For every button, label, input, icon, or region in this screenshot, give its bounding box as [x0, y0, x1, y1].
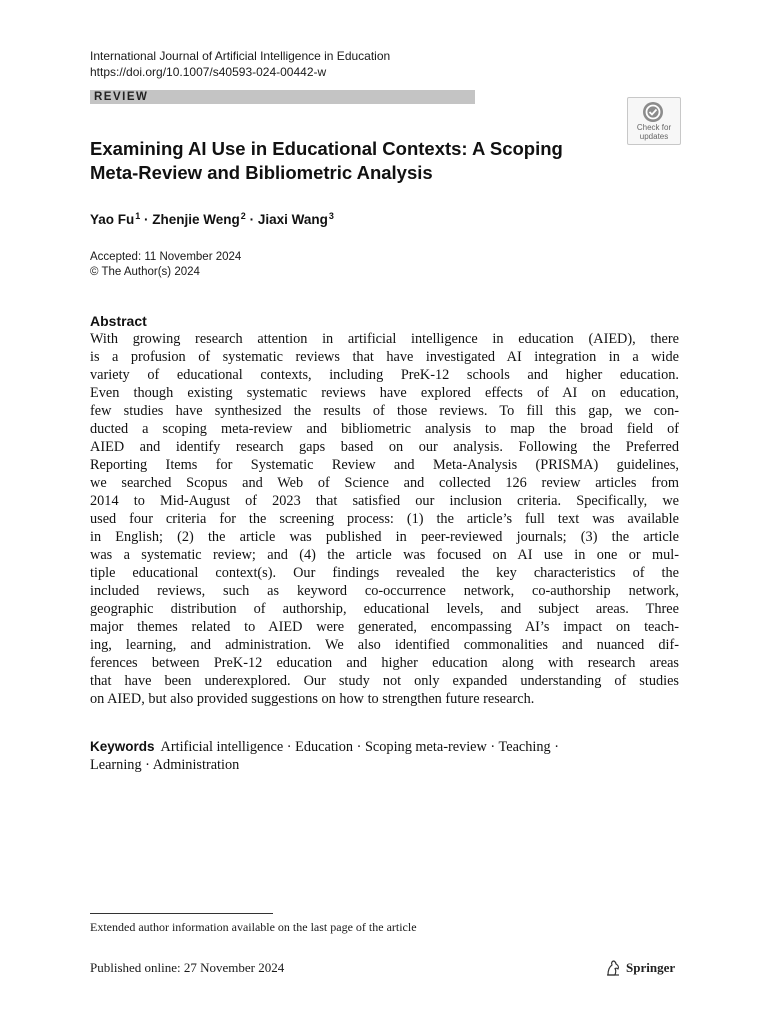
published-online: Published online: 27 November 2024	[90, 960, 285, 975]
abstract-line: 2014 to Mid-August of 2023 that satisfied our inclusion criteria. Specifically, we	[90, 493, 679, 509]
abstract-line: is a profusion of systematic reviews that have investigated AI integration in a wide	[90, 349, 679, 365]
springer-label: Springer	[626, 960, 676, 975]
accepted-date: Accepted: 11 November 2024	[90, 251, 242, 263]
check-for-updates-button[interactable]	[627, 97, 681, 145]
abstract-line: on AIED, but also provided suggestions on how to strengthen future research.	[90, 691, 535, 707]
abstract-line: was a systematic review; and (4) the article was focused on AI use in one or mul-	[90, 547, 679, 563]
keywords-section	[90, 738, 679, 774]
footnote-rule	[90, 913, 273, 914]
abstract-line: tiple educational context(s). Our findings revealed the key characteristics of the	[90, 565, 679, 581]
check-for-updates-line2: updates	[639, 132, 669, 141]
author-name[interactable]: Jiaxi Wang	[257, 212, 328, 227]
abstract-line: Reporting Items for Systematic Review and Meta-Analysis (PRISMA) guidelines,	[90, 457, 679, 473]
article-type-bar	[90, 90, 475, 104]
check-for-updates-line1: Check for	[636, 123, 672, 132]
abstract-body	[90, 330, 679, 708]
abstract-line: With growing research attention in artificial intelligence in education (AIED), there	[90, 331, 679, 347]
doi-link[interactable]: https://doi.org/10.1007/s40593-024-00442-w	[90, 65, 327, 79]
author-affiliation: 1	[135, 211, 141, 221]
article-dates	[90, 250, 241, 280]
journal-name: International Journal of Artificial Intelligence in Education	[90, 49, 391, 63]
author-name[interactable]: Zhenjie Weng	[152, 212, 240, 227]
author-affiliation: 2	[240, 211, 246, 221]
abstract-line: major themes related to AIED were generated, encompassing AI’s impact on teach-	[90, 619, 679, 635]
abstract-line: ferences between PreK-12 education and higher education along with research areas	[90, 655, 679, 671]
keywords-label: Keywords	[90, 739, 155, 754]
abstract-line: we searched Scopus and Web of Science and collected 126 review articles from	[90, 475, 679, 491]
article-title-line1: Examining AI Use in Educational Contexts: A Scoping	[90, 138, 563, 159]
footnote-text: Extended author information available on the last page of the article	[90, 920, 417, 934]
abstract-line: few studies have synthesized the results of those reviews. To fill this gap, we con-	[90, 403, 679, 419]
check-for-updates-icon	[642, 101, 664, 123]
author-separator: ·	[245, 212, 258, 227]
copyright-notice: © The Author(s) 2024	[90, 266, 200, 278]
springer-horse-icon	[604, 959, 622, 977]
author-name[interactable]: Yao Fu	[90, 212, 135, 227]
abstract-line: used four criteria for the screening process: (1) the article’s full text was available	[90, 511, 679, 527]
author-affiliation: 3	[328, 211, 334, 221]
article-title-line2: Meta-Review and Bibliometric Analysis	[90, 162, 433, 183]
abstract-line: Even though existing systematic reviews have explored effects of AI on education,	[90, 385, 679, 401]
abstract-line: that have been underexplored. Our study not only expanded understanding of studies	[90, 673, 679, 689]
abstract-line: variety of educational contexts, including PreK-12 schools and higher education.	[90, 367, 679, 383]
author-separator: ·	[140, 212, 153, 227]
abstract-line: ducted a scoping meta-review and bibliometric analysis to map the broad field of	[90, 421, 679, 437]
abstract-line: AIED and identify research gaps based on our analysis. Following the Preferred	[90, 439, 679, 455]
journal-header	[90, 48, 390, 80]
article-title	[90, 137, 610, 185]
article-type-label: REVIEW	[94, 91, 149, 103]
abstract-line: in English; (2) the article was published in peer-reviewed journals; (3) the article	[90, 529, 679, 545]
keywords-line1: Artificial intelligence · Education · Scoping meta-review · Teaching ·	[160, 739, 560, 755]
abstract-line: included reviews, such as keyword co-occurrence network, co-authorship network,	[90, 583, 679, 599]
abstract-line: geographic distribution of authorship, educational levels, and subject areas. Three	[90, 601, 679, 617]
keywords-line2: Learning · Administration	[90, 757, 240, 773]
author-list	[90, 207, 334, 229]
check-for-updates-text	[628, 123, 680, 141]
abstract-line: ing, learning, and administration. We also identified commonalities and nuanced dif-	[90, 637, 679, 653]
abstract-heading: Abstract	[90, 313, 147, 329]
